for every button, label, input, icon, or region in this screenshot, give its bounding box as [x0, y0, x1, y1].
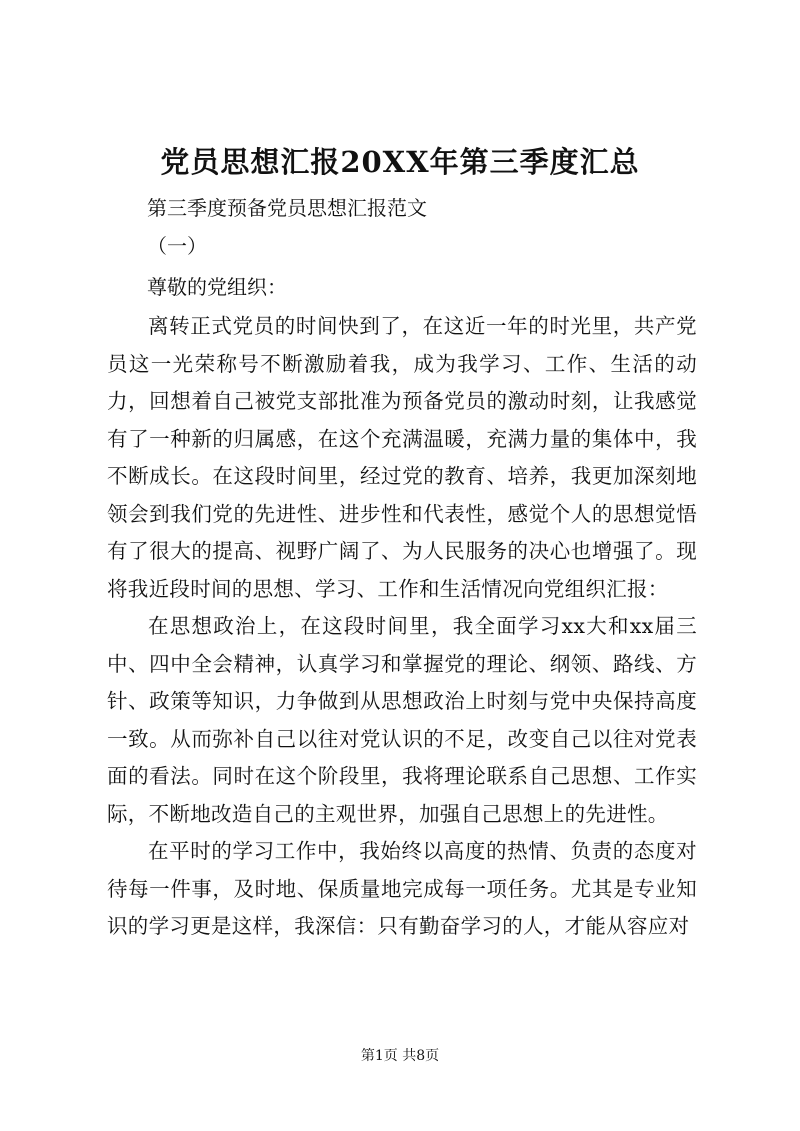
document-subtitle: 第三季度预备党员思想汇报范文: [147, 196, 427, 220]
document-title: 党员思想汇报20XX年第三季度汇总: [160, 145, 640, 179]
page-footer: 第1页 共8页: [360, 1048, 440, 1064]
paragraph: 离转正式党员的时间快到了，在这近一年的时光里，共产党员这一光荣称号不断激励着我，成为我学习、工作、生活的动力，回想着自己被党支部批准为预备党员的激动时刻，让我感觉有了一种新的归属感，在这个充满温暖，充满力量的集体中，我不断成长。在这段时间里，经过党的教育、培养，我更加深刻地领会到我们党的先进性、进步性和代表性，感觉个人的思想觉悟有了很大的提高、视野广阔了、为人民服务的决心也增强了。现将我近段时间的思想、学习、工作和生活情况向党组织汇报：: [107, 314, 697, 601]
paragraph: 在平时的学习工作中，我始终以高度的热情、负责的态度对待每一件事，及时地、保质量地完成每一项任务。尤其是专业知识的学习更是这样，我深信：只有勤奋学习的人，才能从容应对: [107, 839, 697, 938]
document-body: [107, 308, 697, 946]
salutation: 尊敬的党组织：: [147, 275, 287, 299]
paragraph: 在思想政治上，在这段时间里，我全面学习xx大和xx届三中、四中全会精神，认真学习和掌握党的理论、纲领、路线、方针、政策等知识，力争做到从思想政治上时刻与党中央保持高度一致。从而弥补自己以往对党认识的不足，改变自己以往对党表面的看法。同时在这个阶段里，我将理论联系自己思想、工作实际，不断地改造自己的主观世界，加强自己思想上的先进性。: [107, 614, 697, 826]
section-number: （一）: [147, 234, 207, 258]
